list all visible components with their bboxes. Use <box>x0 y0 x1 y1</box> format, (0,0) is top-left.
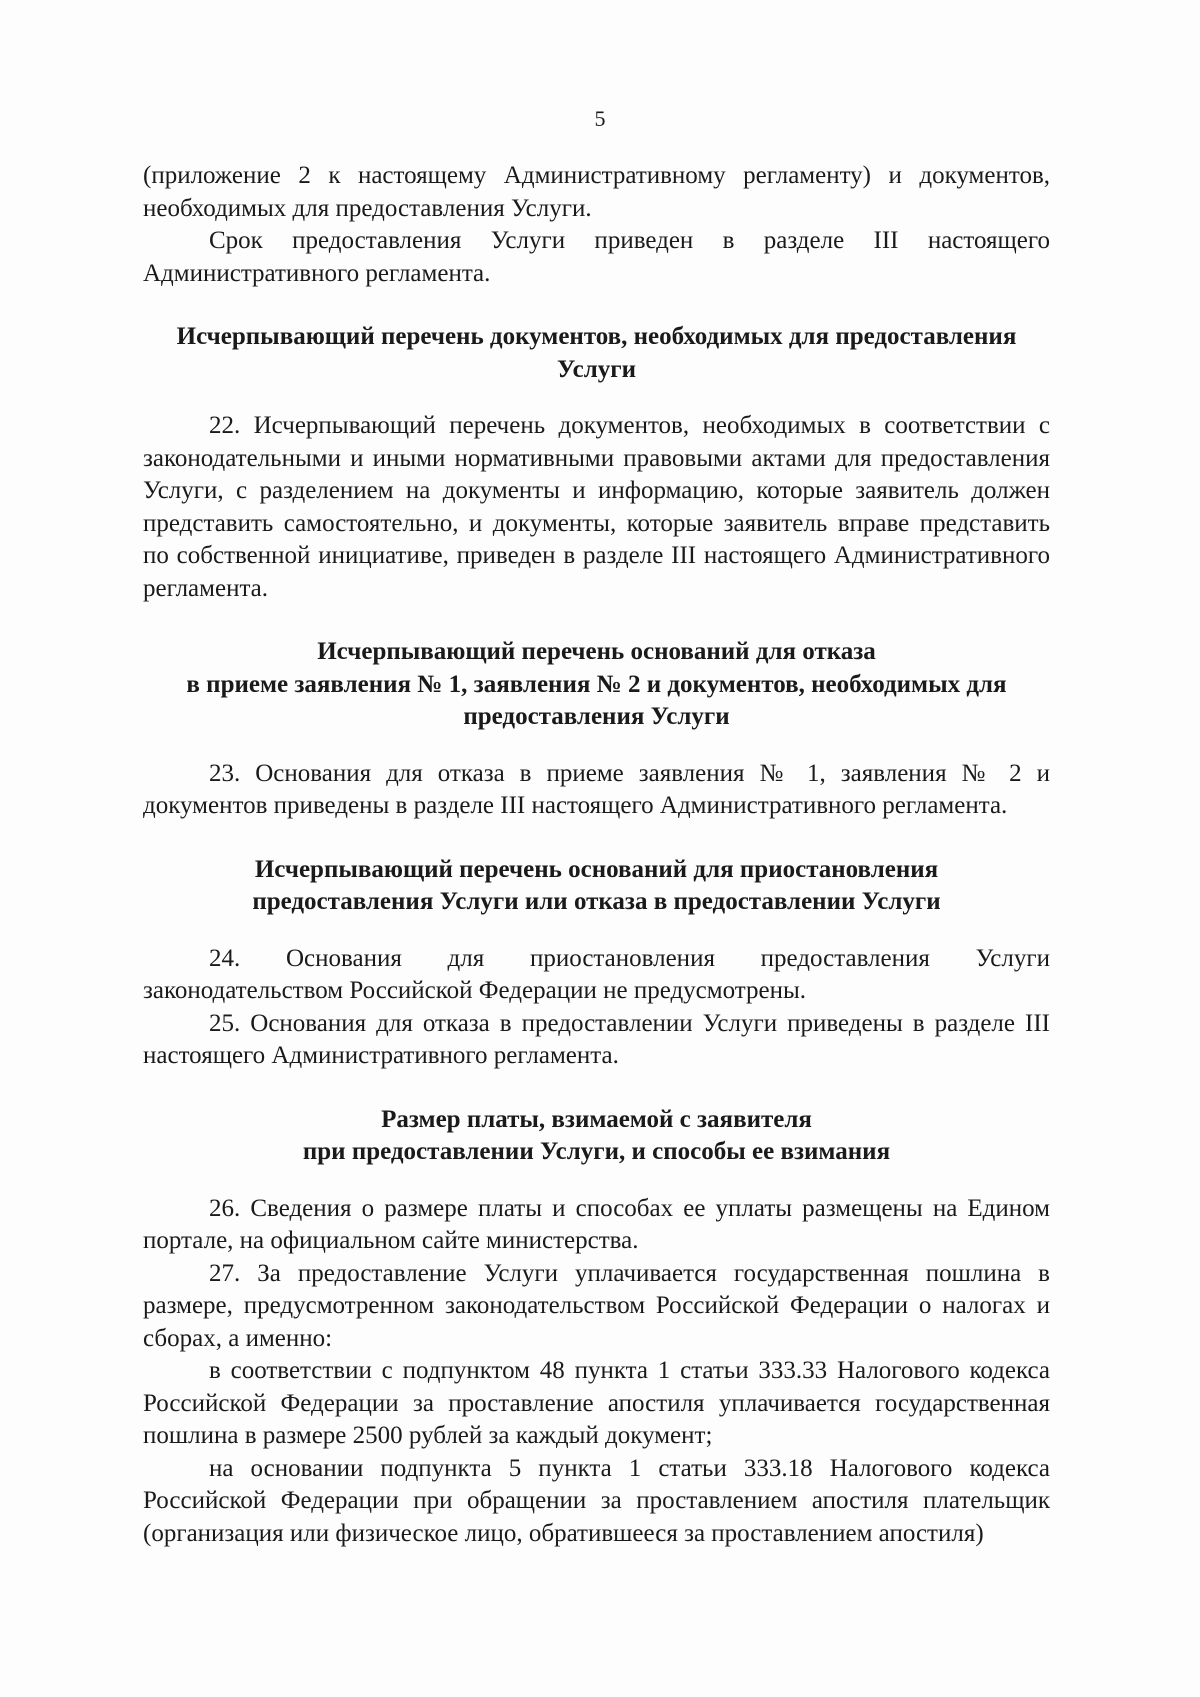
paragraph-25: 25. Основания для отказа в предоставлении Услуги приведены в разделе III настоящего Административного регламента. <box>143 1009 1050 1069</box>
intro-paragraph-term: Срок предоставления Услуги приведен в разделе III настоящего Административного регламента. <box>143 227 1050 287</box>
paragraph-26: 26. Сведения о размере платы и способах ее уплаты размещены на Едином портале, на официальном сайте министерства. <box>143 1194 1050 1254</box>
paragraph-27-exemption: на основании подпункта 5 пункта 1 статьи 333.18 Налогового кодекса Российской Федерации при обращении за проставлением апостиля плательщик (организация или физическое лицо, обратившееся за проставлением апостиля) <box>143 1454 1050 1547</box>
heading-line: Исчерпывающий перечень документов, необходимых для предоставления <box>176 323 1017 350</box>
heading-line: Размер платы, взимаемой с заявителя <box>381 1105 812 1133</box>
section-heading-suspension-refusal <box>143 854 1050 919</box>
heading-line: Услуги <box>556 355 637 383</box>
intro-paragraph-continuation: (приложение 2 к настоящему Административному регламенту) и документов, необходимых для предоставления Услуги. <box>143 162 1050 222</box>
paragraph-27-fee-amount: в соответствии с подпунктом 48 пункта 1 статьи 333.33 Налогового кодекса Российской Федерации за проставление апостиля уплачивается государственная пошлина в размере 2500 рублей за каждый документ; <box>143 1357 1050 1449</box>
section-heading-documents-list <box>143 321 1050 386</box>
heading-line: Исчерпывающий перечень оснований для приостановления <box>254 855 939 883</box>
heading-line: предоставления Услуги <box>463 703 730 730</box>
page-number: 5 <box>594 106 606 131</box>
section-heading-refusal-acceptance <box>143 636 1050 734</box>
paragraph-27: 27. За предоставление Услуги уплачивается государственная пошлина в размере, предусмотренном законодательством Российской Федерации о налогах и сборах, а именно: <box>143 1259 1050 1352</box>
paragraph-24: 24. Основания для приостановления предоставления Услуги законодательством Российской Федерации не предусмотрены. <box>143 944 1050 1004</box>
section-heading-fee <box>143 1104 1050 1169</box>
heading-line: при предоставлении Услуги, и способы ее взимания <box>302 1138 891 1165</box>
heading-line: в приеме заявления № 1, заявления № 2 и документов, необходимых для <box>186 670 1007 698</box>
heading-line: предоставления Услуги или отказа в предоставлении Услуги <box>252 888 941 915</box>
heading-line: Исчерпывающий перечень оснований для отказа <box>317 638 876 665</box>
paragraph-23: 23. Основания для отказа в приеме заявления № 1, заявления № 2 и документов приведены в разделе III настоящего Административного регламента. <box>143 759 1050 819</box>
paragraph-22: 22. Исчерпывающий перечень документов, необходимых в соответствии с законодательными и иными нормативными правовыми актами для предоставления Услуги, с разделением на документы и информацию, которые заявитель должен представить самостоятельно, и документы, которые заявитель вправе представить по собственной инициативе, приведен в разделе III настоящего Административного регламента. <box>143 412 1050 602</box>
document-body <box>143 160 1050 1550</box>
